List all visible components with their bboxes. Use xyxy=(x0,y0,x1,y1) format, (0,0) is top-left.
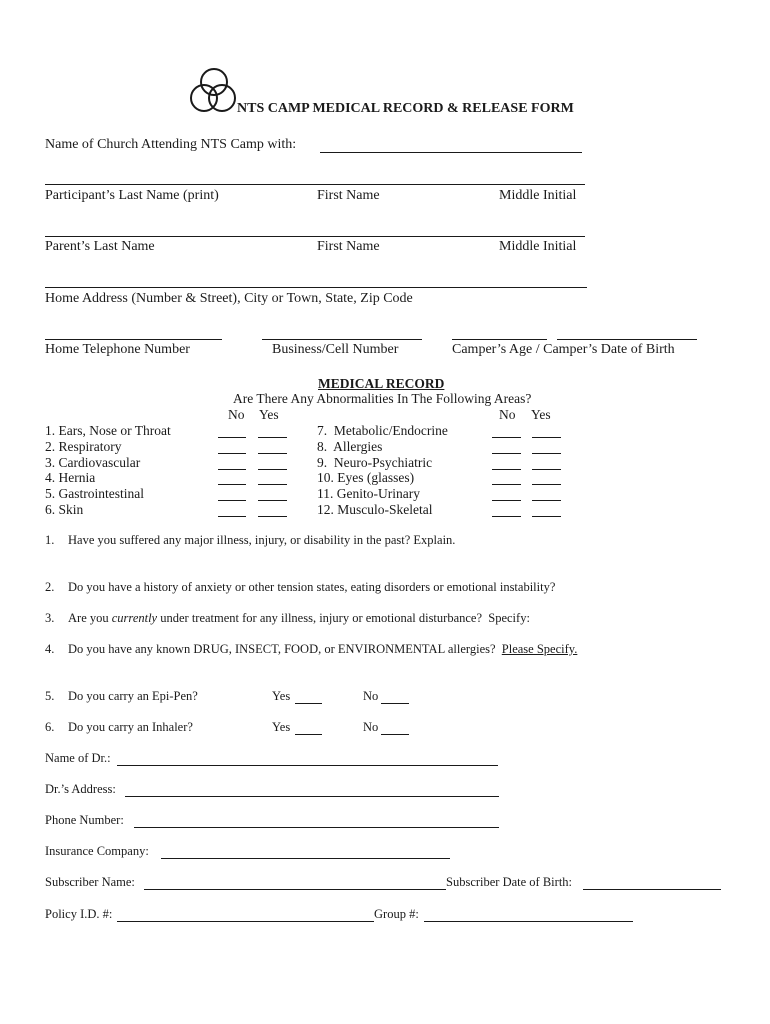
left-yes-blank[interactable] xyxy=(258,469,287,470)
right-no-blank[interactable] xyxy=(492,500,521,501)
left-no-blank[interactable] xyxy=(218,516,246,517)
insurance-company-label: Insurance Company: xyxy=(45,844,149,858)
right-yes-blank[interactable] xyxy=(532,469,561,470)
church-input-line[interactable] xyxy=(320,152,582,153)
epipen-yes-label: Yes xyxy=(272,689,291,703)
question-3-part-a: Are you xyxy=(68,611,112,625)
inhaler-no-label: No xyxy=(363,720,379,734)
medical-record-heading: MEDICAL RECORD xyxy=(318,376,445,391)
question-number: 6. xyxy=(45,720,55,734)
three-circles-logo-icon xyxy=(186,66,242,116)
subscriber-dob-label: Subscriber Date of Birth: xyxy=(446,875,573,889)
policy-id-label: Policy I.D. #: xyxy=(45,907,113,921)
question-5: Do you carry an Epi-Pen? xyxy=(68,689,198,703)
group-line[interactable] xyxy=(424,921,633,922)
question-4 xyxy=(68,642,577,657)
left-yes-blank[interactable] xyxy=(258,453,287,454)
inhaler-yes-blank[interactable] xyxy=(295,734,322,735)
right-no-header: No xyxy=(499,407,516,422)
left-no-blank[interactable] xyxy=(218,437,246,438)
business-phone-label: Business/Cell Number xyxy=(272,342,399,357)
question-number: 5. xyxy=(45,689,55,703)
question-3 xyxy=(68,611,530,626)
epipen-no-blank[interactable] xyxy=(381,703,409,704)
doctor-name-label: Name of Dr.: xyxy=(45,751,111,765)
address-line[interactable] xyxy=(45,287,587,288)
list-item: 8. Allergies xyxy=(317,439,383,454)
participant-first-label: First Name xyxy=(317,188,380,203)
left-yes-blank[interactable] xyxy=(258,437,287,438)
left-no-blank[interactable] xyxy=(218,469,246,470)
right-yes-blank[interactable] xyxy=(532,484,561,485)
medical-subheading: Are There Any Abnormalities In The Following Areas? xyxy=(233,391,532,406)
policy-id-line[interactable] xyxy=(117,921,374,922)
right-no-blank[interactable] xyxy=(492,484,521,485)
question-number: 2. xyxy=(45,580,55,594)
home-phone-line[interactable] xyxy=(45,339,222,340)
left-yes-header: Yes xyxy=(259,407,279,422)
list-item: 1. Ears, Nose or Throat xyxy=(45,423,171,438)
list-item: 6. Skin xyxy=(45,502,84,517)
left-no-blank[interactable] xyxy=(218,500,246,501)
list-item: 12. Musculo-Skeletal xyxy=(317,502,433,517)
parent-last-label: Parent’s Last Name xyxy=(45,239,155,254)
left-yes-blank[interactable] xyxy=(258,500,287,501)
inhaler-no-blank[interactable] xyxy=(381,734,409,735)
question-1: Have you suffered any major illness, injury, or disability in the past? Explain. xyxy=(68,533,456,547)
question-3-part-c: under treatment for any illness, injury or emotional disturbance? Specify: xyxy=(157,611,530,625)
question-number: 1. xyxy=(45,533,55,547)
question-number: 3. xyxy=(45,611,55,625)
question-number: 4. xyxy=(45,642,55,656)
right-yes-blank[interactable] xyxy=(532,500,561,501)
left-no-blank[interactable] xyxy=(218,453,246,454)
right-yes-blank[interactable] xyxy=(532,516,561,517)
doctor-address-label: Dr.’s Address: xyxy=(45,782,116,796)
doctor-address-line[interactable] xyxy=(125,796,499,797)
doctor-name-line[interactable] xyxy=(117,765,498,766)
question-4-specify: Please Specify. xyxy=(501,642,578,656)
parent-middle-label: Middle Initial xyxy=(499,239,577,254)
list-item: 7. Metabolic/Endocrine xyxy=(317,423,448,438)
subscriber-name-line[interactable] xyxy=(144,889,446,890)
subscriber-name-label: Subscriber Name: xyxy=(45,875,135,889)
parent-name-line[interactable] xyxy=(45,236,585,237)
home-phone-label: Home Telephone Number xyxy=(45,342,190,357)
list-item: 11. Genito-Urinary xyxy=(317,486,420,501)
list-item: 9. Neuro-Psychiatric xyxy=(317,455,433,470)
right-no-blank[interactable] xyxy=(492,516,521,517)
parent-first-label: First Name xyxy=(317,239,380,254)
doctor-phone-line[interactable] xyxy=(134,827,499,828)
left-no-blank[interactable] xyxy=(218,484,246,485)
left-yes-blank[interactable] xyxy=(258,484,287,485)
right-yes-blank[interactable] xyxy=(532,437,561,438)
right-yes-blank[interactable] xyxy=(532,453,561,454)
participant-name-line[interactable] xyxy=(45,184,585,185)
list-item: 4. Hernia xyxy=(45,470,96,485)
business-phone-line[interactable] xyxy=(262,339,422,340)
list-item: 2. Respiratory xyxy=(45,439,122,454)
form-title: NTS CAMP MEDICAL RECORD & RELEASE FORM xyxy=(237,101,574,116)
question-4-part-a: Do you have any known DRUG, INSECT, FOOD, or ENVIRONMENTAL allergies? xyxy=(68,642,502,656)
epipen-yes-blank[interactable] xyxy=(295,703,322,704)
subscriber-dob-line[interactable] xyxy=(583,889,721,890)
participant-middle-label: Middle Initial xyxy=(499,188,577,203)
question-6: Do you carry an Inhaler? xyxy=(68,720,193,734)
question-3-emphasis: currently xyxy=(111,611,158,625)
participant-last-label: Participant’s Last Name (print) xyxy=(45,188,219,203)
camper-age-dob-label: Camper’s Age / Camper’s Date of Birth xyxy=(452,342,675,357)
left-yes-blank[interactable] xyxy=(258,516,287,517)
camper-dob-line[interactable] xyxy=(557,339,697,340)
insurance-company-line[interactable] xyxy=(161,858,450,859)
right-yes-header: Yes xyxy=(531,407,551,422)
left-no-header: No xyxy=(228,407,245,422)
epipen-no-label: No xyxy=(363,689,379,703)
list-item: 10. Eyes (glasses) xyxy=(317,470,415,485)
inhaler-yes-label: Yes xyxy=(272,720,291,734)
list-item: 5. Gastrointestinal xyxy=(45,486,144,501)
list-item: 3. Cardiovascular xyxy=(45,455,141,470)
right-no-blank[interactable] xyxy=(492,437,521,438)
right-no-blank[interactable] xyxy=(492,453,521,454)
group-label: Group #: xyxy=(374,907,419,921)
church-label: Name of Church Attending NTS Camp with: xyxy=(45,137,297,152)
address-label: Home Address (Number & Street), City or Town, State, Zip Code xyxy=(45,291,413,306)
right-no-blank[interactable] xyxy=(492,469,521,470)
question-2: Do you have a history of anxiety or other tension states, eating disorders or emotional instability? xyxy=(68,580,556,594)
doctor-phone-label: Phone Number: xyxy=(45,813,124,827)
camper-age-line[interactable] xyxy=(452,339,547,340)
